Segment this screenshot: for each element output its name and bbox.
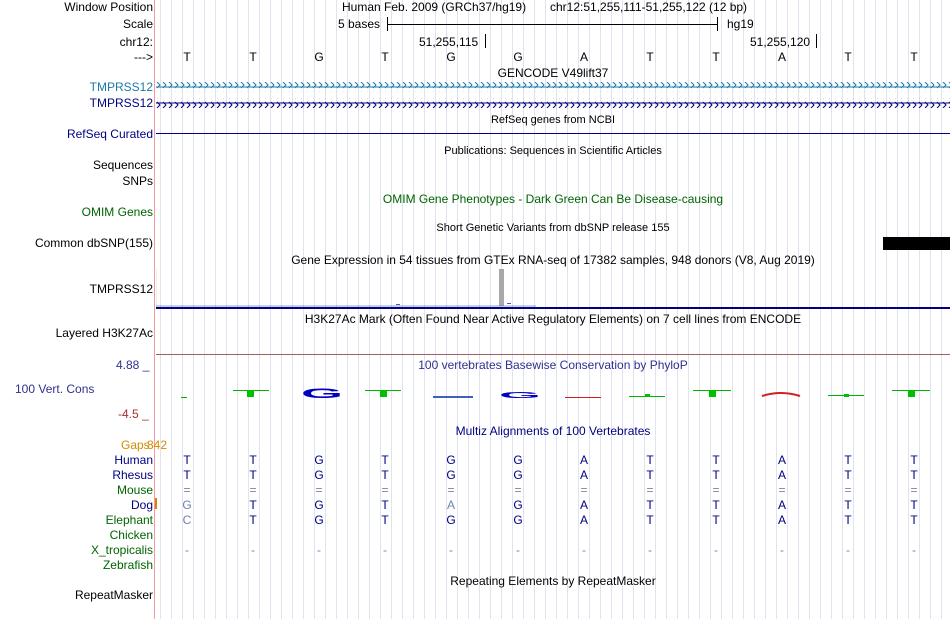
alignment-base: = — [580, 483, 588, 497]
alignment-base: = — [514, 483, 522, 497]
phylop-label[interactable]: 100 Vert. Cons — [15, 382, 95, 396]
alignment-base: T — [910, 468, 918, 482]
dbsnp-variant[interactable] — [883, 237, 950, 250]
base-letter: T — [183, 50, 191, 64]
base-letter: T — [712, 50, 720, 64]
species-label[interactable]: Dog — [130, 498, 153, 512]
phylop-logo-1 — [181, 397, 187, 398]
strand-label[interactable]: ---> — [134, 50, 153, 64]
gencode-transcript-1[interactable] — [156, 82, 950, 92]
scale-db: hg19 — [727, 17, 754, 31]
alignment-base: T — [712, 453, 720, 467]
h3k27ac-label[interactable]: Layered H3K27Ac — [55, 326, 153, 340]
base-letter: G — [513, 50, 523, 64]
alignment-base: T — [712, 513, 720, 527]
phylop-logo-8 — [629, 394, 665, 397]
alignment-base: G — [314, 468, 324, 482]
sequences-label[interactable]: Sequences — [92, 158, 153, 172]
alignment-base: G — [314, 513, 324, 527]
alignment-base: T — [844, 468, 852, 482]
base-letter: T — [910, 50, 918, 64]
alignment-base: = — [249, 483, 257, 497]
base-letter: T — [844, 50, 852, 64]
gencode-transcript-2[interactable] — [156, 98, 950, 108]
gencode-title: GENCODE V49lift37 — [497, 66, 609, 80]
scale-text: 5 bases — [338, 17, 381, 31]
phylop-logo-9 — [693, 390, 731, 397]
alignment-base: G — [513, 468, 523, 482]
h3k27ac-baseline — [156, 354, 950, 355]
alignment-base: - — [582, 543, 586, 557]
alignment-base: = — [183, 483, 191, 497]
dog-gap-marker — [155, 498, 157, 509]
alignment-base: - — [449, 543, 453, 557]
species-label[interactable]: Rhesus — [112, 468, 153, 482]
species-label[interactable]: Chicken — [109, 528, 153, 542]
alignment-base: = — [381, 483, 389, 497]
alignment-base: - — [317, 543, 321, 557]
omim-label[interactable]: OMIM Genes — [81, 205, 153, 219]
refseq-label[interactable]: RefSeq Curated — [66, 127, 153, 141]
base-letter: T — [646, 50, 654, 64]
alignment-base: T — [646, 468, 654, 482]
phylop-logo-6 — [499, 391, 541, 400]
scale-bar-left-tick — [387, 17, 388, 31]
phylop-logo-10 — [762, 393, 800, 396]
gtex-label[interactable]: TMPRSS12 — [89, 282, 153, 296]
alignment-base: T — [646, 513, 654, 527]
alignment-base: G — [513, 513, 523, 527]
alignment-base: A — [579, 453, 588, 467]
phylop-logo-7 — [565, 397, 601, 398]
alignment-base: G — [446, 513, 456, 527]
assembly-text: Human Feb. 2009 (GRCh37/hg19) — [342, 0, 527, 14]
base-letter: T — [249, 50, 257, 64]
alignment-base: - — [383, 543, 387, 557]
alignment-base: = — [910, 483, 918, 497]
alignment-base: T — [646, 453, 654, 467]
phylop-logo-12 — [892, 390, 930, 397]
alignment-base: G — [182, 498, 192, 512]
phylop-title: 100 vertebrates Basewise Conservation by PhyloP — [418, 358, 688, 372]
alignment-base: T — [712, 498, 720, 512]
alignment-base: - — [912, 543, 916, 557]
alignment-base: = — [315, 483, 323, 497]
alignment-base: G — [446, 453, 456, 467]
alignment-base: T — [381, 513, 389, 527]
alignment-base: T — [381, 453, 389, 467]
alignment-base: G — [513, 453, 523, 467]
h3k27ac-title: H3K27Ac Mark (Often Found Near Active Regulatory Elements) on 7 cell lines from ENCODE — [304, 312, 802, 326]
species-label[interactable]: Human — [114, 453, 153, 467]
repeatmasker-label[interactable]: RepeatMasker — [74, 588, 153, 602]
alignment-base: = — [844, 483, 852, 497]
alignment-base: A — [777, 453, 786, 467]
species-label[interactable]: Elephant — [105, 513, 153, 527]
species-label[interactable]: Zebrafish — [102, 558, 153, 572]
alignment-base: G — [446, 468, 456, 482]
gencode-label-1[interactable]: TMPRSS12 — [89, 80, 153, 94]
phylop-logo-11 — [828, 394, 864, 397]
alignment-base: - — [648, 543, 652, 557]
alignment-base: T — [183, 468, 191, 482]
coord-label-1: 51,255,115 — [419, 35, 479, 49]
alignment-base: = — [646, 483, 654, 497]
phylop-logo-4 — [365, 390, 401, 397]
alignment-base: T — [844, 498, 852, 512]
alignment-base: T — [646, 498, 654, 512]
alignment-base: A — [777, 468, 786, 482]
gencode-transcripts[interactable] — [156, 80, 950, 110]
refseq-gene-line[interactable] — [156, 133, 950, 134]
phylop-min: -4.5 _ — [118, 407, 149, 421]
alignment-base: - — [846, 543, 850, 557]
alignment-base: - — [780, 543, 784, 557]
window-position-label: Window Position — [64, 0, 153, 14]
alignment-base: A — [579, 498, 588, 512]
phylop-logo-3 — [301, 385, 343, 401]
base-letter: G — [446, 50, 456, 64]
alignment-base: = — [447, 483, 455, 497]
base-letter: T — [381, 50, 389, 64]
alignment-base: - — [714, 543, 718, 557]
gaps-count: 842 — [147, 438, 168, 452]
gtex-expression[interactable] — [156, 268, 950, 310]
alignment-base: = — [712, 483, 720, 497]
coord-label-2: 51,255,120 — [750, 35, 811, 49]
alignment-base: T — [381, 468, 389, 482]
alignment-base: - — [516, 543, 520, 557]
alignment-base: T — [910, 453, 918, 467]
position-text: chr12:51,255,111-51,255,122 (12 bp) — [550, 0, 748, 14]
gtex-title: Gene Expression in 54 tissues from GTEx RNA-seq of 17382 samples, 948 donors (V8, Aug 2019) — [291, 253, 815, 267]
alignment-base: T — [249, 498, 257, 512]
svg-text:G: G — [301, 385, 344, 401]
phylop-logo-5 — [433, 396, 473, 398]
alignment-base: G — [314, 453, 324, 467]
snps-label[interactable]: SNPs — [122, 174, 153, 188]
omim-title: OMIM Gene Phenotypes - Dark Green Can Be Disease-causing — [382, 192, 724, 206]
alignment-base: A — [446, 498, 455, 512]
publications-title: Publications: Sequences in Scientific Articles — [444, 145, 662, 157]
alignment-base: T — [910, 513, 918, 527]
svg-text:G: G — [499, 391, 541, 400]
alignment-base: A — [777, 498, 786, 512]
alignment-base: T — [910, 498, 918, 512]
alignment-base: A — [777, 513, 786, 527]
alignment-base: G — [513, 498, 523, 512]
phylop-max: 4.88 _ — [116, 358, 150, 372]
gencode-label-2[interactable]: TMPRSS12 — [89, 96, 153, 110]
alignment-base: T — [844, 453, 852, 467]
dbsnp-label[interactable]: Common dbSNP(155) — [34, 236, 153, 250]
scale-bar — [387, 24, 717, 25]
alignment-base: - — [251, 543, 255, 557]
base-letter: A — [579, 50, 588, 64]
alignment-base: T — [249, 468, 257, 482]
alignment-base: T — [844, 513, 852, 527]
alignment-base: G — [314, 498, 324, 512]
refseq-title: RefSeq genes from NCBI — [490, 114, 616, 126]
coord-tick-1 — [485, 34, 486, 48]
alignment-base: A — [579, 468, 588, 482]
gaps-label[interactable]: Gaps — [121, 438, 150, 452]
alignment-base: - — [185, 543, 189, 557]
alignment-base: T — [712, 468, 720, 482]
scale-bar-right-tick — [717, 17, 718, 31]
gtex-bar — [499, 269, 504, 306]
phylop-logo-2 — [233, 390, 269, 397]
alignment-base: T — [249, 513, 257, 527]
species-label[interactable]: Mouse — [116, 483, 153, 497]
chrom-label: chr12: — [119, 35, 153, 49]
label-separator — [154, 0, 155, 619]
alignment-base: = — [778, 483, 786, 497]
scale-label: Scale — [122, 17, 153, 31]
species-label[interactable]: X_tropicalis — [90, 543, 153, 557]
dbsnp-title: Short Genetic Variants from dbSNP release 155 — [436, 222, 670, 234]
alignment-base: T — [381, 498, 389, 512]
alignment-base: T — [249, 453, 257, 467]
multiz-title: Multiz Alignments of 100 Vertebrates — [455, 424, 651, 438]
base-letter: A — [777, 50, 786, 64]
phylop-conservation-plot[interactable] — [156, 380, 950, 410]
base-letter: G — [314, 50, 324, 64]
alignment-base: T — [183, 453, 191, 467]
alignment-base: A — [579, 513, 588, 527]
alignment-base: C — [182, 513, 192, 527]
coord-tick-2 — [816, 34, 817, 48]
repeatmasker-title: Repeating Elements by RepeatMasker — [450, 574, 656, 588]
